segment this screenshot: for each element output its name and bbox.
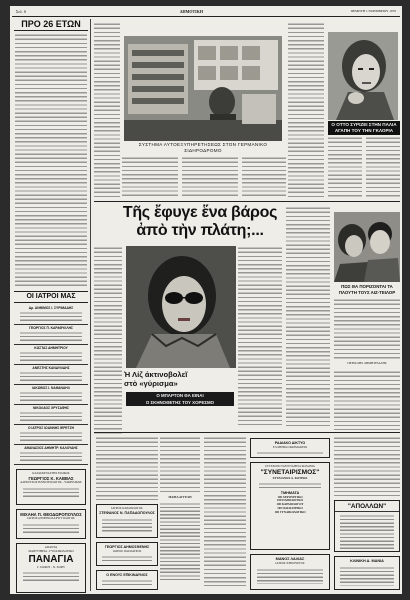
- ad-cardiologist-name: ΣΤΕΦΑΝΟΣ Ν. ΠΑΠΑΔΟΠΟΥΛΟΣ: [99, 510, 155, 515]
- doctor-name: ΑΘΑΝΑΣΙΟΣ ΔΗΜΗΤΡ. ΚΑΛΟΥΔΗΣ: [24, 446, 78, 450]
- doctor-details: [20, 451, 82, 463]
- doctors-header: [14, 291, 88, 303]
- ad-electrician-name: ΓΕΩΡΓΙΟΣ Κ. ΚΑΒΒΑΣ: [28, 475, 74, 481]
- gloria-caption-box: [328, 121, 400, 135]
- main-story-text-3: [286, 206, 330, 426]
- liz-photo: [126, 246, 236, 368]
- liz-caption-box: [126, 392, 234, 406]
- railway-text-2: [182, 156, 238, 198]
- ad-mania-clinic: [334, 556, 400, 590]
- ad-radio-title: ΡΑΔΙΑΚΟ ΔΙΚΤΥΟ: [274, 441, 306, 445]
- bottom-text-4: [334, 436, 400, 496]
- ad-radio-details: [257, 451, 323, 455]
- ad-clinic-list-item: 100 ΠΑΘΟΛΟΓΙΚΟ: [277, 498, 303, 503]
- ad-notice-details: [102, 579, 152, 587]
- doctor-entry: [14, 365, 88, 385]
- ad-surgeon-details: [257, 568, 323, 584]
- doctor-entry: [14, 445, 88, 465]
- ad-pediatrician-details: [102, 555, 152, 562]
- ad-notice: [96, 570, 158, 590]
- ad-maternity-details: [23, 571, 79, 583]
- ad-apollon-details: [340, 514, 394, 550]
- liz-subheadline-2: στὸ «γύρισμα»: [124, 379, 178, 388]
- couple-caption-box: [332, 284, 402, 295]
- ad-electrician: [16, 469, 86, 505]
- ad-maternity-sub: ΜΑΙΕΥΤΗΡΙΑ - ΓΥΝΑΙΚΟΛΟΓΙΚΟ: [28, 548, 74, 553]
- railway-caption: ΣΥΣΤΗΜΑ ΑΥΤΟΕΞΥΠΗΡΕΤΗΣΕΩΣ ΣΤΟΝ ΓΕΡΜΑΝΙΚΟ ΣΙΔΗΡΟΔΡΟΜΟ: [138, 142, 268, 153]
- ad-ent-details: [23, 523, 79, 535]
- couple-photo-image: [334, 212, 400, 282]
- gloria-caption: Ο ΟΤΤΟ ΣΥΡΙΖΕΙ ΣΤΗΝ ΠΑΛΙΑ ΑΓΑΠΗ ΤΟΥ ΤΗΝ ΓΚΛΟΡΙΑ: [331, 122, 397, 133]
- ad-clinic-list-item: 100 ΚΑΡΔΙΟΛΟΓΟΥ: [276, 502, 304, 507]
- ad-electrician-line2: ΑΔΕΙΟΥΧΟΣ ΗΛΕΚΤΡΟΛΟΓΟΣ - ΥΔΡΑΥΛΙΚΟΣ: [20, 479, 82, 484]
- left-column-title: ΠΡΟ 26 ΕΤΩΝ: [14, 19, 88, 31]
- railway-photo-image: [124, 36, 282, 141]
- bottom-name-label: ΜΑΡΙΑ ΑΓΓΕΛΗ: [168, 495, 192, 499]
- ad-maternity-small: ΑΠΑΝΤΑ: [44, 545, 58, 549]
- ad-clinic-sub: ΣΤΥΛΙΑΝΟΣ Α. ΚΟΤΡΩΣ: [272, 475, 308, 480]
- main-headline-line1: Τῆς ἔφυγε ἕνα βάρος: [122, 204, 278, 221]
- doctor-name: ΝΙΚΟΛΑΟΣ ΧΡΥΣΑΦΗΣ: [33, 406, 69, 410]
- doctor-entry: [14, 385, 88, 405]
- ad-mania-title: ΚΛΙΝΙΚΗ Δ. ΜΑΝΙΑ: [350, 559, 384, 563]
- ad-surgeon: [250, 554, 330, 590]
- doctor-name: ΓΕΩΡΓΙΟΣ Π. ΚΑΡΑΦΥΛΛΗΣ: [29, 326, 73, 330]
- main-headline-line2: ἀπὸ τὴν πλάτη;...: [136, 222, 264, 239]
- right-story-text: [334, 298, 400, 360]
- page-header: [12, 8, 400, 16]
- right-text-1: [328, 136, 362, 198]
- right-text-2: [366, 136, 400, 198]
- doctor-details: [20, 411, 82, 423]
- bottom-text-2: [160, 436, 200, 492]
- doctors-title: ΟΙ ΙΑΤΡΟΙ ΜΑΣ: [26, 293, 76, 300]
- doctor-entry: [14, 405, 88, 425]
- doctor-name: Δρ. ΑΝΘΙΜΟΣ Ι. ΣΥΡΙΜΑΔΗΣ: [28, 306, 74, 310]
- header-rule: [12, 16, 400, 17]
- gloria-photo: [328, 32, 398, 120]
- paper-name: ΔΗΜΟΤΙΚΗ: [180, 9, 203, 14]
- ad-apollon-title: "ΑΠΟΛΛΩΝ": [335, 503, 399, 512]
- ad-clinic-top: ΣΥΓΧΡΟΝΟ ΤΑΞΙ ΕΤΑΙΡΕΙΑ ΚΟΛΩΝΙΑ: [265, 464, 315, 468]
- ad-radio-pharmacy: [250, 438, 330, 458]
- doctors-list: [14, 305, 88, 465]
- bottom-text-3: [204, 436, 246, 586]
- ad-cardiologist-title: ΙΑΤΡΟΣ ΚΑΡΔΙΟΛΟΓΟΣ: [111, 506, 143, 510]
- doctor-entry: [14, 345, 88, 365]
- bottom-name-text: [160, 502, 200, 582]
- liz-caption-1: Ο ΜΠΑΡΤΟΝ ΘΑ ΕΙΝΑΙ: [156, 393, 204, 398]
- ad-electrician-line1: ΚΑΤΑΣΚΕΥΑΣΤΗΣ ΕΙΔΙΚΟΣ: [32, 471, 70, 475]
- ad-clinic-title: "ΣΥΝΕΤΑΙΡΙΣΜΟΣ": [260, 468, 320, 476]
- ad-clinic-list-title: ΤΜΗΜΑΤΑ: [280, 490, 300, 495]
- byline: ΠΕΡΙΚΛΗΣ ΔΗΜΗΤΡΙΑΔΗΣ: [347, 361, 387, 365]
- ad-mania-details: [340, 566, 394, 586]
- doctor-details: [20, 311, 82, 323]
- gloria-photo-image: [328, 32, 398, 120]
- ad-cardiologist-details: [102, 518, 152, 532]
- liz-subheadline-box: [124, 370, 240, 388]
- doctor-details: [20, 391, 82, 403]
- ad-maternity-title: ΠΑΝΑΓΙΑ: [28, 553, 74, 565]
- page-number: Σελ. 6: [16, 9, 26, 14]
- liz-caption-2: Ο ΣΚΗΝΟΘΕΤΗΣ ΤΟΥ ΧΟΡΕΣΜΟ: [145, 399, 215, 405]
- ad-notice-title: Ο ΕΝΟΥΣ ΕΠΙΚΙΝΔΥΝΟΣ: [106, 573, 148, 577]
- doctor-entry: [14, 325, 88, 345]
- ad-clinic-cooperative: [250, 462, 330, 550]
- newspaper-page: [10, 6, 402, 594]
- ad-surgeon-sub: ΙΑΤΡΟΣ ΧΕΙΡΟΥΡΓΟΣ: [275, 561, 305, 565]
- doctor-name: ΚΩΣΤΑΣ ΔΗΜΗΤΡΙΟΥ: [34, 346, 68, 350]
- doctor-name: Ο ΙΑΤΡΟΣ ΙΩΑΝΝΗΣ ΙΕΡΕΤΖΗ: [27, 426, 75, 430]
- byline-box: [334, 362, 400, 366]
- right-story-text-2: [334, 370, 400, 430]
- main-story-text-2: [238, 246, 282, 426]
- couple-caption: ΠΩΣ ΘΑ ΠΟΡΙΖΟΝΤΑΙ ΤΑ ΠΛΟΥΤΗ ΤΟΥΣ ΑΙΖ-ΤΕΙΛΟΡ: [338, 284, 396, 295]
- main-headline-box: [100, 204, 300, 240]
- ad-pediatrician-name: ΓΕΩΡΓΙΟΣ ΔΗΜΟΣΘΕΝΗΣ: [104, 545, 150, 549]
- doctor-entry: [14, 425, 88, 445]
- left-article-text: [15, 33, 87, 287]
- ad-ent-name: ΜΙΧΑΗΛ Π. ΘΕΟΔΩΡΟΠΟΥΛΟΣ: [20, 512, 82, 517]
- bottom-text-1: [96, 436, 158, 500]
- railway-text-3: [242, 156, 286, 198]
- railway-text-1: [122, 156, 178, 198]
- liz-photo-image: [126, 246, 236, 368]
- doctor-details: [20, 331, 82, 343]
- doctor-details: [20, 351, 82, 363]
- ad-clinic-address: [259, 482, 321, 490]
- bottom-rule: [94, 432, 400, 433]
- ad-clinic-list-item: 100 ΧΕΡΟΥΡΓΙΚΟ: [277, 494, 303, 499]
- headline-rule: [94, 201, 400, 202]
- center-right-text: [288, 22, 324, 198]
- ad-surgeon-name: ΜΑΝΟΣ ΛΑΛΙΑΣ: [275, 557, 305, 561]
- center-left-text: [94, 22, 120, 198]
- railway-caption-box: [122, 142, 284, 154]
- couple-photo: [334, 212, 400, 282]
- left-column: [14, 19, 88, 594]
- ad-apollon: [334, 500, 400, 552]
- doctor-entry: [14, 305, 88, 325]
- ad-clinic-list-item: 100 ΓΥΝΑΙΚΟΛΟΓΙΚΟ: [274, 509, 306, 514]
- ad-clinic-list-item: 100 ΠΑΙΔΙΑΤΡΙΚΟ: [277, 505, 303, 510]
- ad-ent-specialty: ΙΑΤΡΟΣ ΩΤΟΡΙΝΟΛΑΡΥΓΓΟΛΟΓΟΣ: [27, 516, 75, 520]
- ad-maternity-clinic: [16, 543, 86, 593]
- ad-radio-sub: ΕΛΛΗΝΙΚΟ ΦΑΡΜΑΚΕΙΟ: [272, 445, 308, 449]
- ad-maternity-line: Γ. ΣΟΦΟΥ - Ν. ΧΟΡΝ: [37, 564, 65, 569]
- ad-pediatrician: [96, 542, 158, 566]
- liz-subheadline-1: Ἡ Λίζ ἀκτινοβολεῖ: [124, 370, 188, 379]
- column-divider: [90, 19, 91, 591]
- ad-ent-doctor: [16, 509, 86, 539]
- doctor-name: ΑΝΕΣΤΗΣ ΚΑΝΔΥΛΙΔΗΣ: [32, 366, 70, 370]
- ad-electrician-details: [23, 487, 79, 499]
- main-story-text-1: [94, 246, 122, 436]
- ad-pediatrician-sub: ΙΑΤΡΟΣ ΠΑΙΔΙΑΤΡΟΣ: [112, 549, 142, 553]
- doctor-details: [20, 371, 82, 383]
- doctor-name: ΙΑΚΩΒΟΣ Ι. ΝΑΘΑΝΑΗΛ: [32, 386, 70, 390]
- doctor-details: [20, 431, 82, 443]
- ad-cardiologist: [96, 504, 158, 538]
- issue-date: ΠΕΜΠΤΗ 1 ΝΟΕΜΒΡΙΟΥ 1979: [350, 9, 396, 13]
- railway-photo: [124, 36, 282, 141]
